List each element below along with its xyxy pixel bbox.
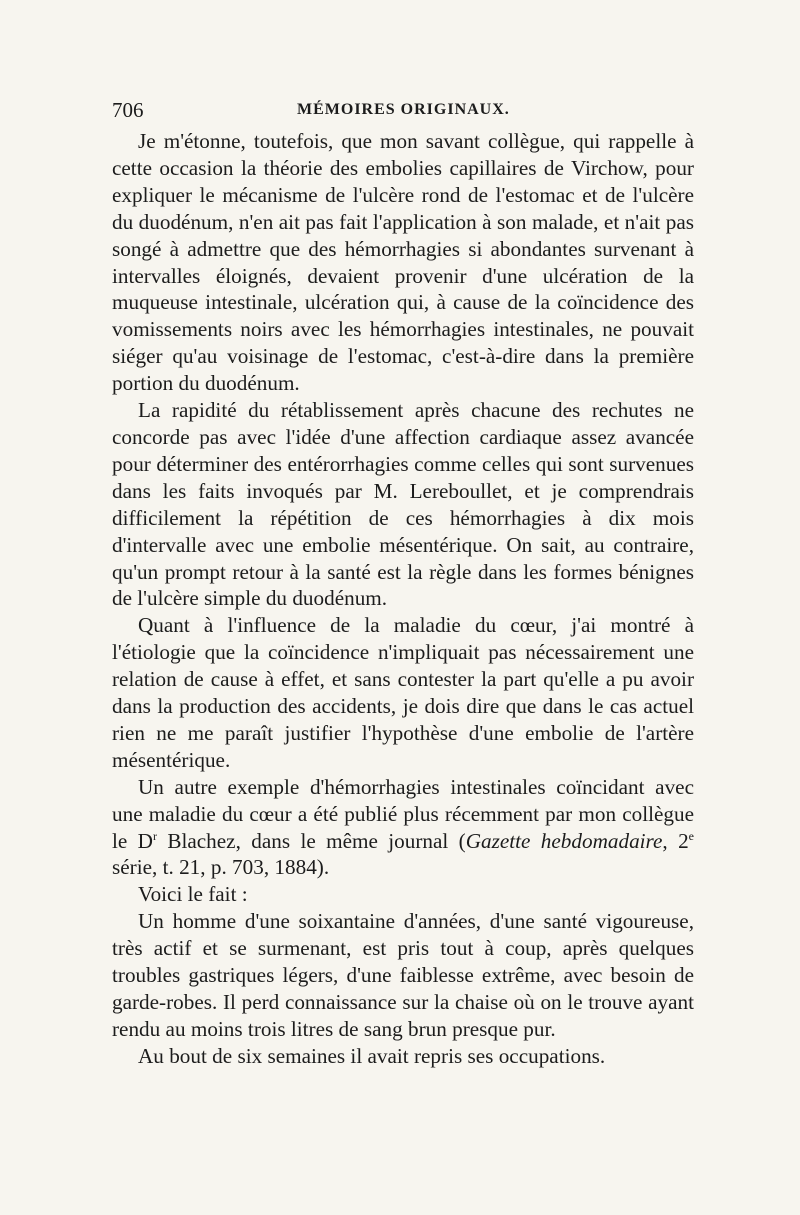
paragraph-citation: [112, 774, 694, 882]
paragraph: La rapidité du rétablissement après chacune des rechutes ne concorde pas avec l'idée d'une affection cardiaque assez avancée pour déterminer des entérorrhagies comme celles qui sont survenues dans les faits invoqués par M. Lereboullet, et je comprendrais difficilement la répétition de ces hémorrhagies à dix mois d'intervalle avec une embolie mésentérique. On sait, au contraire, qu'un prompt retour à la santé est la règle dans les formes bénignes de l'ulcère simple du duodénum.: [112, 398, 694, 611]
page-number: 706: [112, 98, 144, 122]
superscript: e: [688, 828, 694, 843]
citation-text: Un autre exemple d'hémorrhagies intestinales coïncidant avec une maladie du cœur a été publié plus récemment par mon collègue le D: [112, 774, 694, 853]
paragraph: Je m'étonne, toutefois, que mon savant collègue, qui rappelle à cette occasion la théorie des embolies capillaires de Virchow, pour expliquer le mécanisme de l'ulcère rond de l'estomac et de l'ulcère du duodénum, n'en ait pas fait l'application à son malade, et n'ait pas songé à admettre que des hémorrhagies si abondantes survenant à intervalles éloignés, devaient provenir d'une ulcération de la muqueuse intestinale, ulcération qui, à cause de la coïncidence des vomissements noirs avec les hémorrhagies intestinales, ne pouvait siéger qu'au voisinage de l'estomac, c'est-à-dire dans la première portion du duodénum.: [112, 129, 694, 396]
paragraph: Au bout de six semaines il avait repris ses occupations.: [138, 1043, 606, 1068]
paragraph: Un homme d'une soixantaine d'années, d'une santé vigoureuse, très actif et se surmenant, est pris tout à coup, après quelques troubles gastriques légers, d'une faiblesse extrême, avec besoin de garde-robes. Il perd connaissance sur la chaise où on le trouve ayant rendu au moins trois litres de sang brun presque pur.: [112, 909, 694, 1041]
citation-text: , 2: [662, 828, 689, 853]
citation-text: série, t. 21, p. 703, 1884).: [112, 855, 330, 880]
paragraph: Voici le fait :: [138, 882, 248, 907]
citation-text: Blachez, dans le même journal (: [156, 828, 466, 853]
paragraph: Quant à l'influence de la maladie du cœur, j'ai montré à l'étiologie que la coïncidence n'impliquait pas nécessairement une relation de cause à effet, et sans contester la part qu'elle a pu avoir dans la production des accidents, je dois dire que dans le cas actuel rien ne me paraît justifier l'hypothèse d'une embolie de l'artère mésentérique.: [112, 613, 694, 772]
journal-title: Gazette hebdomadaire: [465, 828, 663, 853]
superscript: r: [152, 828, 157, 843]
running-title: MÉMOIRES ORIGINAUX.: [297, 101, 510, 118]
body-text: [112, 128, 694, 1070]
running-head: [112, 98, 700, 122]
